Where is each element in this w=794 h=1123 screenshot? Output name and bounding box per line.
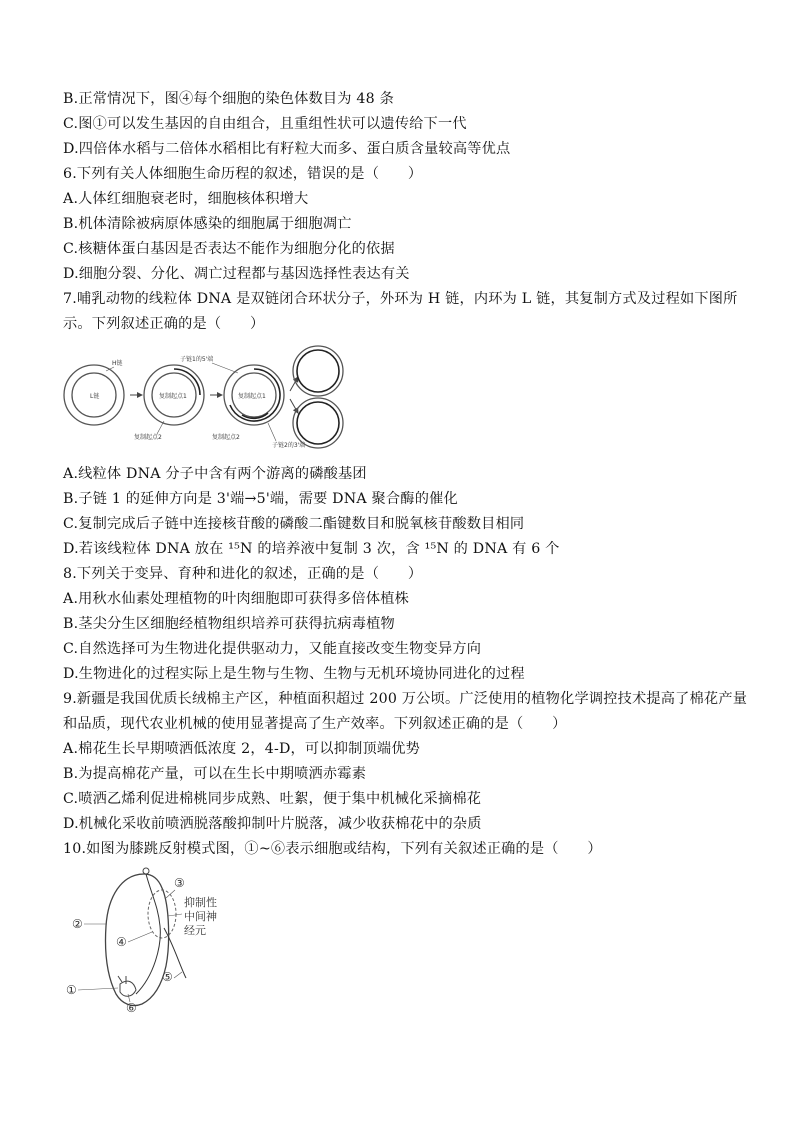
q10-stem: 10.如图为膝跳反射模式图，①~⑥表示细胞或结构，下列有关叙述正确的是（ ）	[63, 841, 602, 857]
label-3: ③	[174, 876, 185, 890]
knee-jerk-reflex-figure	[62, 866, 252, 1016]
label-1: ①	[66, 983, 77, 997]
mtdna-circle-1	[64, 359, 124, 425]
q9-stem-line1: 9.新疆是我国优质长绒棉主产区，种植面积超过 200 万公顷。广泛使用的植物化学调控技术提高了棉花产量	[63, 691, 748, 707]
spinal-cord-outline	[148, 890, 176, 938]
q8-option-c: C.自然选择可为生物进化提供驱动力，又能直接改变生物变异方向	[63, 641, 482, 657]
h-chain-label: H链	[112, 360, 123, 367]
q8-option-b: B.茎尖分生区细胞经植物组织培养可获得抗病毒植物	[63, 616, 395, 632]
mtdna-replication-figure	[62, 343, 352, 455]
daughter2-label: 子链2的3'端	[272, 442, 306, 449]
q7-option-b: B.子链 1 的延伸方向是 3'端→5'端，需要 DNA 聚合酶的催化	[63, 491, 458, 507]
label-6: ⑥	[126, 1001, 137, 1015]
label-5: ⑤	[162, 970, 173, 984]
q6-option-d: D.细胞分裂、分化、凋亡过程都与基因选择性表达有关	[63, 266, 410, 282]
q9-option-b: B.为提高棉花产量，可以在生长中期喷洒赤霉素	[63, 766, 367, 782]
daughter1-label: 子链1的5'端	[180, 356, 214, 363]
afferent-nerve	[136, 874, 160, 994]
mtdna-circle-2	[134, 365, 204, 441]
q8-stem: 8.下列关于变异、育种和进化的叙述，正确的是（ ）	[63, 566, 423, 582]
mtdna-product-bottom	[293, 398, 343, 448]
label-2: ②	[72, 917, 83, 931]
origin2-label-a: 复制起点2	[134, 434, 162, 441]
l-chain-label: L链	[90, 393, 100, 400]
q5-option-d: D.四倍体水稻与二倍体水稻相比有籽粒大而多、蛋白质含量较高等优点	[63, 141, 511, 157]
mtdna-circle-3	[180, 355, 305, 449]
q6-option-c: C.核糖体蛋白基因是否表达不能作为细胞分化的依据	[63, 241, 395, 257]
inhibitory-label-2: 中间神	[184, 910, 217, 923]
origin2-label-b: 复制起点2	[212, 434, 240, 441]
q8-option-a: A.用秋水仙素处理植物的叶肉细胞即可获得多倍体植株	[63, 591, 410, 607]
q9-option-d: D.机械化采收前喷洒脱落酸抑制叶片脱落，减少收获棉花中的杂质	[63, 816, 482, 832]
q6-option-a: A.人体红细胞衰老时，细胞核体积增大	[63, 191, 309, 207]
label-4: ④	[116, 935, 127, 949]
q5-option-c: C.图①可以发生基因的自由组合，且重组性状可以遗传给下一代	[63, 116, 467, 132]
q9-option-c: C.喷洒乙烯利促进棉桃同步成熟、吐絮，便于集中机械化采摘棉花	[63, 791, 482, 807]
mtdna-product-top	[293, 346, 343, 396]
q7-stem-line2: 示。下列叙述正确的是（ ）	[63, 316, 265, 332]
muscle-outline	[105, 874, 168, 1006]
q6-option-b: B.机体清除被病原体感染的细胞属于细胞凋亡	[63, 216, 352, 232]
q8-option-d: D.生物进化的过程实际上是生物与生物、生物与无机环境协同进化的过程	[63, 666, 525, 682]
q9-stem-line2: 和品质，现代农业机械的使用显著提高了生产效率。下列叙述正确的是（ ）	[63, 716, 567, 732]
origin1-label-b: 复制起点1	[238, 393, 266, 400]
q7-stem-line1: 7.哺乳动物的线粒体 DNA 是双链闭合环状分子，外环为 H 链，内环为 L 链，其复制方式及过程如下图所	[63, 291, 738, 307]
q7-option-a: A.线粒体 DNA 分子中含有两个游离的磷酸基团	[63, 466, 367, 482]
nerve-top-node	[143, 868, 149, 874]
inhibitory-label-3: 经元	[184, 924, 206, 937]
q5-option-b: B.正常情况下，图④每个细胞的染色体数目为 48 条	[63, 91, 394, 107]
q7-option-c: C.复制完成后子链中连接核苷酸的磷酸二酯键数目和脱氧核苷酸数目相同	[63, 516, 525, 532]
inhibitory-label-1: 抑制性	[184, 896, 217, 909]
q7-option-d: D.若该线粒体 DNA 放在 ¹⁵N 的培养液中复制 3 次，含 ¹⁵N 的 DNA 有 6 个	[63, 541, 560, 557]
origin1-label-a: 复制起点1	[159, 393, 187, 400]
q6-stem: 6.下列有关人体细胞生命历程的叙述，错误的是（ ）	[63, 166, 423, 182]
q9-option-a: A.棉花生长早期喷洒低浓度 2，4-D，可以抑制顶端优势	[63, 741, 421, 757]
